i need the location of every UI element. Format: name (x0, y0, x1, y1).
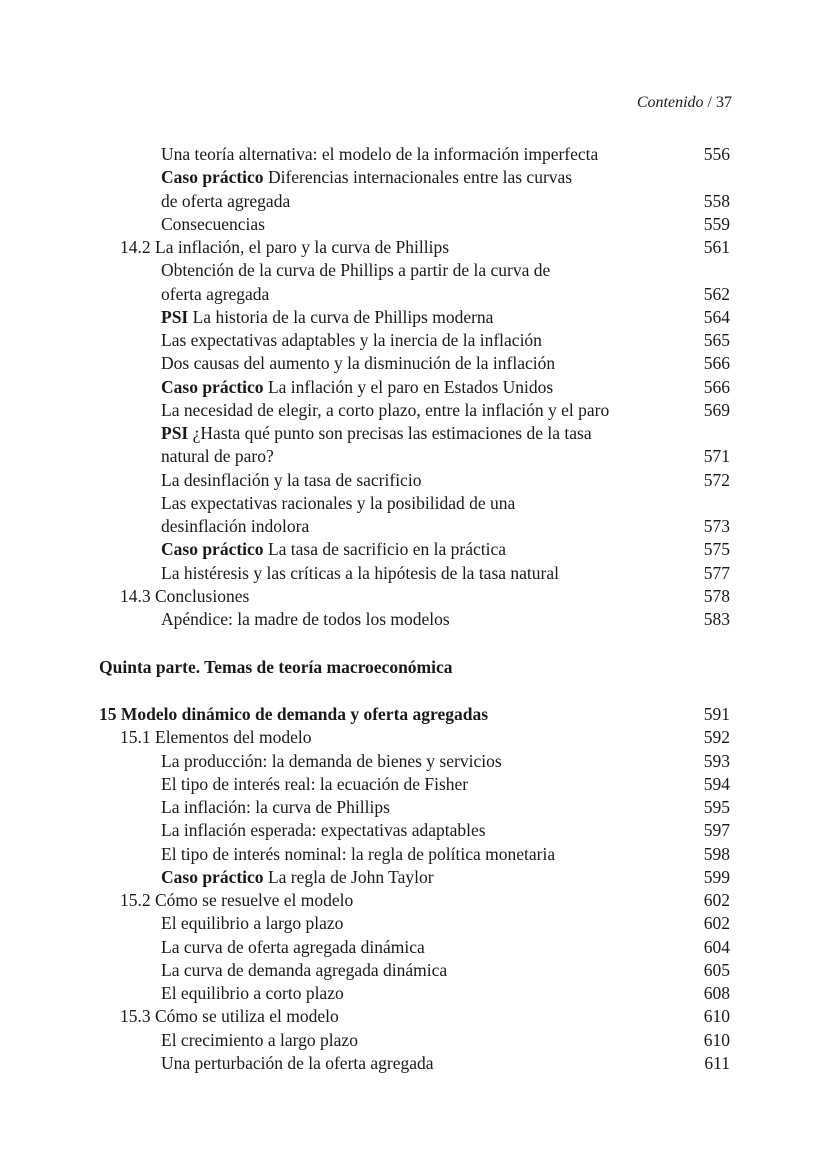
toc-entry[interactable] (161, 259, 550, 282)
entry-title: desinflación indolora (161, 516, 310, 536)
page-number: 564 (703, 306, 730, 327)
section-number: 14.3 (120, 585, 151, 606)
entry-title: Apéndice: la madre de todos los modelos (161, 609, 450, 629)
entry-label: Caso práctico (161, 376, 264, 397)
section-number: 15.1 (120, 727, 151, 748)
toc-entry[interactable] (161, 376, 553, 399)
section-number: 14.2 (120, 237, 151, 257)
toc-entry[interactable] (161, 819, 486, 842)
section-number: 15.2 (120, 890, 151, 910)
entry-title: La curva de oferta agregada dinámica (161, 936, 425, 957)
running-header-page: 37 (716, 94, 732, 111)
toc-entry[interactable] (161, 912, 343, 935)
page-number: 595 (703, 797, 730, 817)
page-number: 573 (703, 516, 730, 536)
entry-title: Conclusiones (155, 585, 250, 606)
entry-title: La necesidad de elegir, a corto plazo, entre la inflación y el paro (161, 399, 610, 420)
page-number: 611 (704, 1052, 730, 1073)
entry-title: Dos causas del aumento y la disminución de la inflación (161, 353, 556, 374)
page-number: 566 (703, 376, 730, 397)
chapter-entry[interactable] (99, 703, 488, 726)
entry-title: Diferencias internacionales entre las curvas (267, 167, 573, 188)
page-number: 602 (703, 890, 730, 910)
toc-entry[interactable] (161, 213, 265, 236)
entry-title: Una perturbación de la oferta agregada (161, 1052, 434, 1073)
toc-entry[interactable] (161, 143, 598, 166)
entry-title: Consecuencias (161, 213, 265, 234)
page-number: 558 (703, 190, 730, 211)
toc-entry[interactable] (161, 1052, 434, 1075)
entry-title: El crecimiento a largo plazo (161, 1029, 358, 1050)
toc-entry[interactable] (161, 329, 542, 352)
section-number: 15.3 (120, 1006, 151, 1027)
toc-entry[interactable] (161, 959, 447, 982)
section-entry[interactable] (120, 1005, 339, 1028)
page-number: 583 (703, 609, 730, 629)
page-number: 602 (703, 913, 730, 934)
entry-title: Una teoría alternativa: el modelo de la información imperfecta (161, 144, 599, 164)
page-number: 608 (703, 983, 730, 1003)
toc-entry[interactable] (161, 166, 572, 189)
toc-entry[interactable] (161, 283, 269, 306)
toc-entry[interactable] (161, 936, 425, 959)
toc-entry[interactable] (161, 843, 555, 866)
page-number: 565 (703, 330, 730, 350)
toc-entry[interactable] (161, 469, 421, 492)
page-number: 597 (703, 820, 730, 841)
entry-title: Elementos del modelo (155, 727, 312, 748)
entry-title: La inflación: la curva de Phillips (161, 797, 390, 817)
entry-title: La producción: la demanda de bienes y servicios (161, 750, 502, 771)
toc-entry[interactable] (161, 538, 506, 561)
entry-title: La inflación esperada: expectativas adaptables (161, 820, 486, 841)
entry-label: PSI (161, 423, 189, 443)
toc-entry[interactable] (161, 492, 515, 515)
running-header (637, 94, 732, 112)
page-number: 559 (703, 213, 730, 234)
page-number: 572 (703, 469, 730, 490)
entry-title: El tipo de interés nominal: la regla de política monetaria (161, 843, 556, 864)
entry-title: La histéresis y las críticas a la hipótesis de la tasa natural (161, 562, 559, 583)
toc-entry[interactable] (161, 562, 559, 585)
page-number: 575 (703, 539, 730, 560)
entry-title: La curva de demanda agregada dinámica (161, 959, 448, 980)
section-entry[interactable] (120, 889, 353, 912)
toc-entry[interactable] (161, 422, 592, 445)
toc-entry[interactable] (161, 866, 434, 889)
part-title: Quinta parte. Temas de teoría macroeconómica (99, 657, 453, 677)
entry-title: La regla de John Taylor (267, 866, 434, 887)
page-number: 593 (703, 750, 730, 771)
toc-entry[interactable] (161, 608, 450, 631)
section-entry[interactable] (120, 236, 449, 259)
entry-title: La inflación, el paro y la curva de Phillips (155, 237, 450, 257)
page-number: 598 (703, 843, 730, 864)
entry-title: Las expectativas racionales y la posibilidad de una (161, 492, 516, 513)
toc-entry[interactable] (161, 796, 390, 819)
page-number: 561 (703, 237, 730, 257)
toc-entry[interactable] (161, 515, 309, 538)
entry-title: oferta agregada (161, 283, 270, 304)
entry-title: de oferta agregada (161, 190, 291, 211)
entry-label: Caso práctico (161, 167, 264, 188)
page-number: 610 (703, 1006, 730, 1027)
page-number: 605 (703, 959, 730, 980)
toc-entry[interactable] (161, 190, 290, 213)
page-number: 578 (703, 585, 730, 606)
entry-title: Cómo se utiliza el modelo (155, 1006, 339, 1027)
entry-title: El tipo de interés real: la ecuación de Fisher (161, 773, 469, 794)
toc-entry[interactable] (161, 352, 555, 375)
entry-title: Obtención de la curva de Phillips a partir de la curva de (161, 260, 551, 281)
page-number: 594 (703, 773, 730, 794)
page-number: 569 (703, 399, 730, 420)
entry-label: PSI (161, 306, 189, 327)
toc-entry[interactable] (161, 1029, 358, 1052)
entry-title: ¿Hasta qué punto son precisas las estimaciones de la tasa (192, 423, 592, 443)
page-number: 604 (703, 936, 730, 957)
entry-title: La desinflación y la tasa de sacrificio (161, 469, 422, 490)
entry-title: natural de paro? (161, 446, 274, 467)
toc-entry[interactable] (161, 445, 274, 468)
entry-title: El equilibrio a corto plazo (161, 983, 344, 1003)
entry-title: El equilibrio a largo plazo (161, 913, 344, 934)
toc-entry[interactable] (161, 773, 468, 796)
section-entry[interactable] (120, 585, 249, 608)
page-number: 577 (703, 562, 730, 583)
section-entry[interactable] (120, 726, 312, 749)
entry-title: Cómo se resuelve el modelo (155, 890, 354, 910)
entry-title: La tasa de sacrificio en la práctica (267, 539, 506, 560)
toc-entry[interactable] (161, 982, 344, 1005)
entry-label: Caso práctico (161, 866, 264, 887)
page-number: 599 (703, 866, 730, 887)
entry-title: La inflación y el paro en Estados Unidos (267, 376, 554, 397)
toc-entry[interactable] (161, 750, 502, 773)
chapter-title: 15 Modelo dinámico de demanda y oferta agregadas (99, 704, 489, 724)
page-number: 591 (703, 704, 730, 724)
part-heading[interactable] (99, 656, 453, 679)
page-number: 566 (703, 353, 730, 374)
entry-title: La historia de la curva de Phillips moderna (192, 306, 494, 327)
page-number: 592 (703, 727, 730, 748)
entry-title: Las expectativas adaptables y la inercia de la inflación (161, 330, 542, 350)
page-number: 562 (703, 283, 730, 304)
running-header-section: Contenido (636, 94, 704, 111)
entry-label: Caso práctico (161, 539, 264, 560)
page-number: 556 (703, 144, 730, 164)
running-header-separator: / (707, 94, 712, 111)
page-number: 571 (703, 446, 730, 467)
toc-entry[interactable] (161, 306, 493, 329)
page-number: 610 (703, 1029, 730, 1050)
toc-entry[interactable] (161, 399, 609, 422)
